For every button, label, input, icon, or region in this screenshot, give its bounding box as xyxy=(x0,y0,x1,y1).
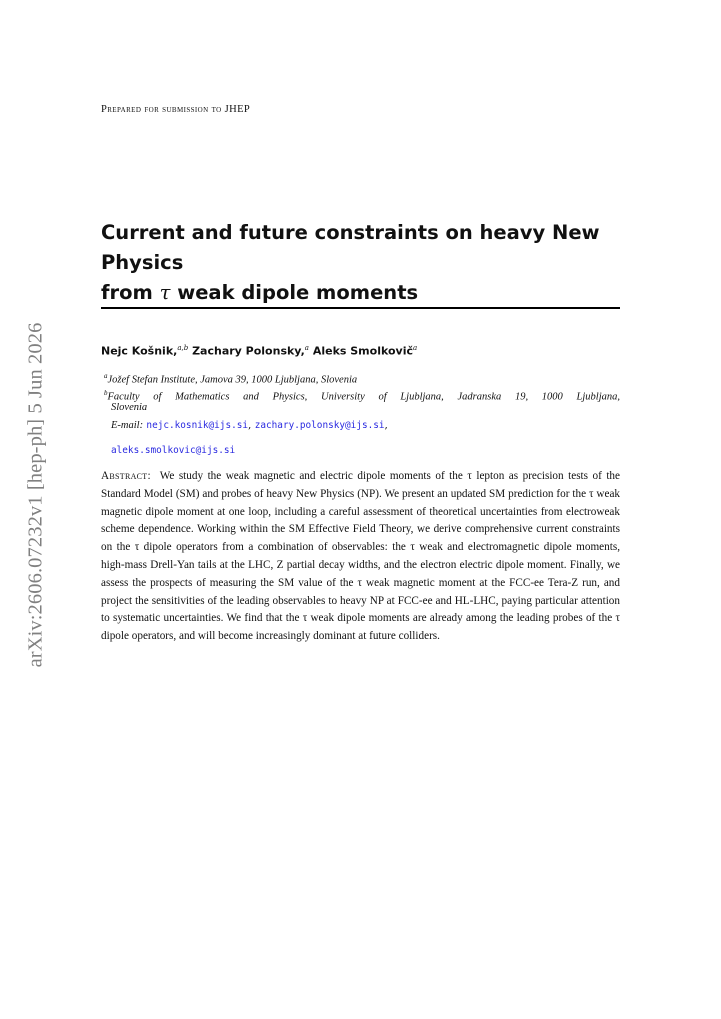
prepared-for-line xyxy=(101,104,250,115)
author-affil-mark: a xyxy=(413,344,418,352)
abstract-heading: Abstract: xyxy=(101,470,151,482)
prepared-prefix: Prepared for submission to xyxy=(101,104,222,115)
email-separator: , xyxy=(384,419,388,431)
email-separator: , xyxy=(248,419,252,431)
email-link[interactable]: zachary.polonsky@ijs.si xyxy=(254,420,385,431)
affiliation-mark: a xyxy=(104,372,108,380)
paper-title xyxy=(101,218,631,308)
email-line-2 xyxy=(111,438,235,457)
email-link[interactable]: aleks.smolkovic@ijs.si xyxy=(111,445,236,456)
affiliation-mark: b xyxy=(104,389,108,397)
title-line-2-post: weak dipole moments xyxy=(170,281,419,304)
abstract-body: We study the weak magnetic and electric dipole moments of the τ lepton as precision tests of the Standard Model (SM) and probes of heavy New Physics (NP). We present an updated SM prediction for the τ weak magnetic dipole moment at one loop, including a careful assessment of theoretical uncertainties from electroweak scheme dependence. Working within the SM Effective Field Theory, we derive comprehensive current constraints on the τ dipole operators from a combination of observables: the τ weak and electromagnetic dipole moments, high-mass Drell-Yan tails at the LHC, Z partial decay widths, and the electron electric dipole moment. Finally, we assess the prospects of measuring the SM value of the τ weak magnetic moment at the FCC-ee Tera-Z run, and project the sensitivities of the leading observables to heavy NP at FCC-ee and HL-LHC, paying particular attention to systematic uncertainties. We find that the τ weak dipole moments are already among the leading probes of the τ dipole operators, and will become increasingly dominant at future colliders. xyxy=(101,470,620,643)
author-affil-mark: a,b xyxy=(177,344,189,352)
affiliation-text: Faculty of Mathematics and Physics, University of Ljubljana, Jadranska 19, 1000 Ljubljana, xyxy=(107,391,620,403)
journal-name: JHEP xyxy=(224,104,251,115)
email-link[interactable]: nejc.kosnik@ijs.si xyxy=(146,420,249,431)
affiliation-a xyxy=(104,369,620,388)
title-line-1: Current and future constraints on heavy New Physics xyxy=(101,221,600,274)
arxiv-identifier-stamp xyxy=(18,300,54,690)
author-name: Aleks Smolkovič xyxy=(312,344,414,358)
author-list xyxy=(101,344,417,358)
author-affil-mark: a xyxy=(304,344,309,352)
affiliation-text: Slovenia xyxy=(111,402,148,413)
title-rule-divider xyxy=(101,307,620,309)
email-line xyxy=(111,419,388,431)
title-tau-symbol: τ xyxy=(159,281,171,304)
author-name: Zachary Polonsky, xyxy=(192,344,305,358)
title-line-2-pre: from xyxy=(101,281,160,304)
arxiv-stamp-text: arXiv:2606.07232v1 [hep-ph] 5 Jun 2026 xyxy=(24,322,47,668)
affiliation-text: Jožef Stefan Institute, Jamova 39, 1000 Ljubljana, Slovenia xyxy=(107,374,358,386)
email-label: E-mail: xyxy=(111,420,144,431)
affiliation-b-continued xyxy=(111,401,627,415)
author-name: Nejc Košnik, xyxy=(101,344,178,358)
abstract xyxy=(101,468,620,646)
